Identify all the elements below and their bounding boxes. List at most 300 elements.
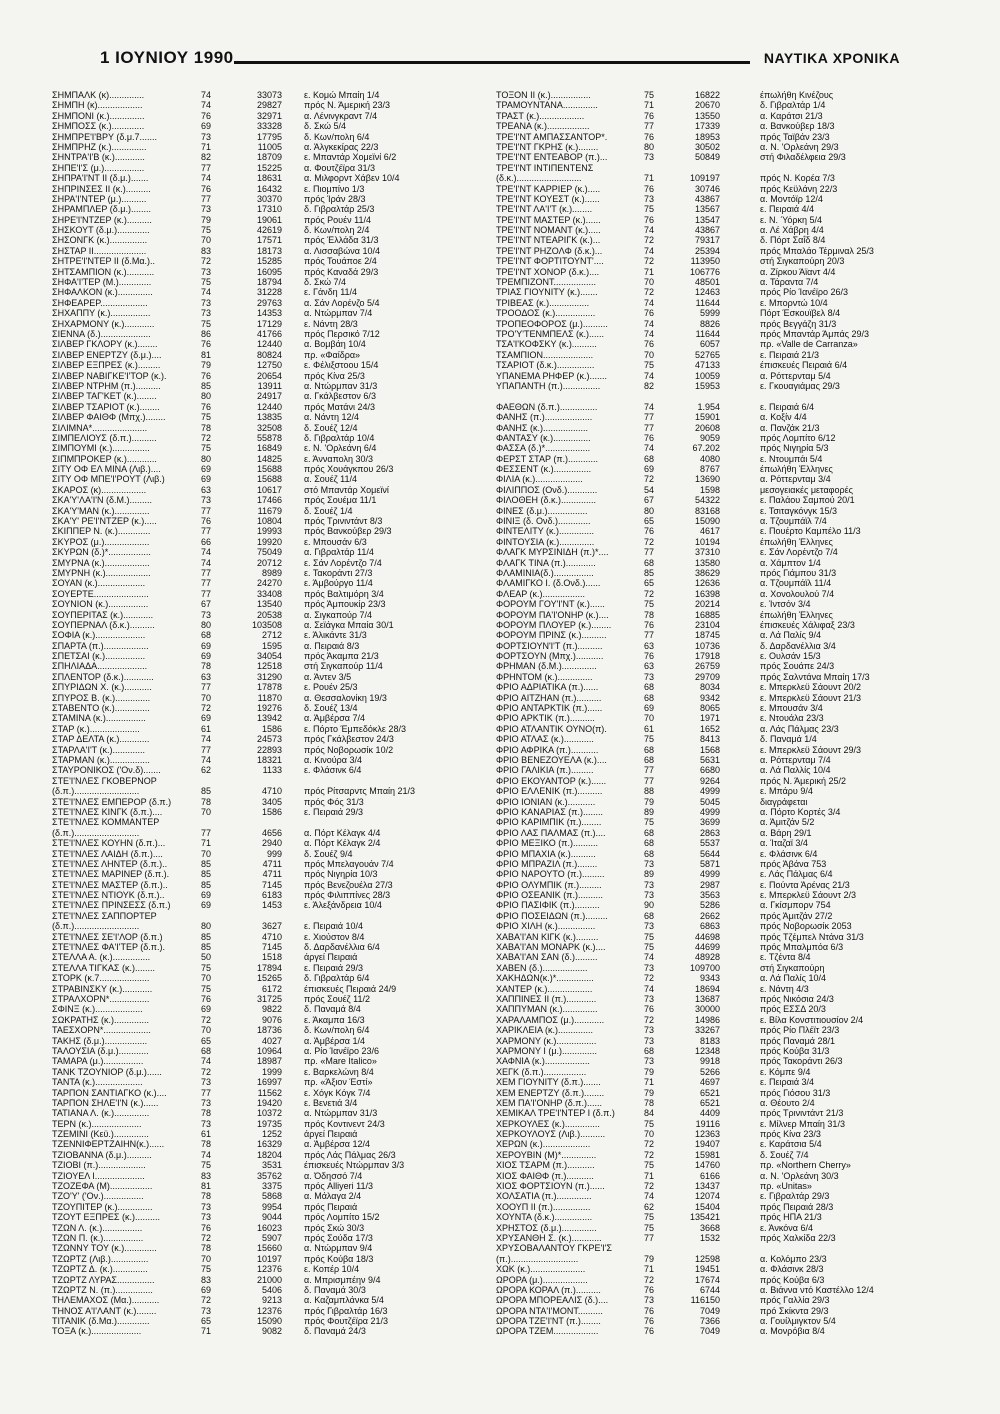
ship-status: ε. Μπορντώ 10/4: [760, 297, 828, 308]
build-year: 77: [201, 526, 212, 537]
build-year: 75: [644, 1212, 655, 1223]
ship-entry: [496, 661, 906, 671]
ship-entry: [496, 1067, 906, 1077]
ship-entry: [496, 973, 906, 983]
build-year: 75: [644, 90, 655, 100]
tonnage: 14986: [694, 1014, 720, 1025]
build-year: 63: [644, 661, 655, 672]
tonnage: 29763: [256, 297, 282, 308]
build-year: 84: [644, 1108, 655, 1119]
ship-entry: [496, 797, 906, 807]
ship-name: ΦΡΙΟ ΑΔΡΙΑΤΙΚΑ (π.)......: [496, 682, 599, 693]
ship-status: δ. Κων/πολη 2/4: [304, 225, 370, 236]
ship-name: ΤΖΟΖΕΦΑ (Μ).................: [52, 1181, 153, 1192]
ship-name: ΦΡΙΟ ΕΚΟΥΑΝΤΟΡ (κ.)......: [496, 775, 607, 786]
build-year: 75: [644, 817, 655, 828]
ship-name: ΤΖΩΝ Λ. (κ.)................: [52, 1222, 143, 1233]
ship-status: πρός Άβάνα 753: [760, 858, 827, 869]
ship-status: έπισκευές Πειραιά 24/9: [304, 983, 397, 994]
build-year: 68: [644, 848, 655, 859]
tonnage: 15265: [256, 973, 282, 984]
ship-entry: [496, 1326, 906, 1336]
ship-entry: [496, 1077, 906, 1087]
build-year: 76: [201, 993, 212, 1004]
ship-name: ΧΩΚ (κ.)......................: [496, 1264, 586, 1275]
ship-status: πρός Γκάλβεστον 24/3: [304, 734, 394, 745]
ship-name: ΦΕΡΣΤ ΣΤΑΡ (π.)............: [496, 453, 599, 464]
tonnage: 9082: [261, 1326, 282, 1337]
ship-status: πρός Γιβραλτάρ 16/3: [304, 1305, 388, 1316]
build-year: 69: [644, 703, 655, 714]
tonnage: 10736: [694, 640, 720, 651]
tonnage: 999: [266, 848, 282, 859]
ship-status: α. Ν. 'Ορλεάνη 30/3: [760, 1170, 839, 1181]
ship-entry: [52, 287, 462, 297]
ship-entry: [496, 838, 906, 848]
section-gap: [496, 391, 906, 401]
ship-status: α. Ρόττερνταμ 7/4: [760, 755, 831, 765]
build-year: 73: [201, 609, 212, 620]
ship-entry: [496, 890, 906, 900]
ship-entry: [496, 1160, 906, 1170]
tonnage: 16023: [256, 1222, 282, 1233]
ship-entry: [52, 786, 462, 796]
ship-entry: [496, 1316, 906, 1326]
tonnage: 44699: [694, 942, 720, 953]
ship-name: ΧΑΠΠΙΝΕΣ ΙΙ (π.)............: [496, 993, 597, 1004]
ship-entry: [52, 1306, 462, 1316]
tonnage: 31228: [256, 287, 282, 298]
tonnage: 4656: [261, 827, 282, 838]
ship-entry: [496, 537, 906, 547]
ship-name: ΦΡΙΟ ΜΕΞΙΚΟ (π.)..........: [496, 838, 598, 849]
tonnage: 11005: [257, 141, 282, 152]
tonnage: 8034: [699, 682, 720, 693]
tonnage: 20608: [694, 422, 720, 433]
ship-name: ΤΡΕ'Ι'ΝΤ ΡΗΖΟΛΦ (δ.κ.)...: [496, 245, 603, 256]
build-year: 76: [201, 370, 212, 381]
ship-name: ΣΗΠΡΙΝΣΕΣ ΙΙ (κ.)..........: [52, 183, 151, 194]
ship-status: α. Λά Παλίς 9/4: [760, 630, 821, 641]
build-year: 62: [644, 1201, 655, 1212]
ship-name: ΣΚΥΡΩΝ (δ.)*.................: [52, 547, 151, 558]
tonnage: 15953: [694, 380, 720, 391]
ship-name: ΧΑΡΙΚΛΕΙΑ (κ.)..............: [496, 1025, 594, 1036]
build-year: 77: [644, 775, 655, 786]
ship-name: ΦΡΙΟ ΑΤΛΑΝΤΙΚ ΟΥΝΟ(π).: [496, 723, 607, 734]
tonnage: 33408: [256, 588, 282, 599]
ship-name: ΣΙΛΒΕΡ ΤΣΑΡΙΟΤ (κ.)........: [52, 401, 160, 412]
build-year: 71: [644, 1264, 655, 1275]
tonnage: 9343: [699, 973, 720, 984]
build-year: 73: [644, 1025, 655, 1036]
ship-status: πρός Μπαλάο Τέρμιναλ 25/3: [760, 245, 874, 256]
build-year: 72: [644, 1181, 655, 1192]
ship-status: πρός Ν. Κορέα 7/3: [760, 173, 835, 184]
ship-status: α. Γκάλβεστον 6/3: [304, 391, 376, 402]
build-year: 76: [644, 1326, 655, 1337]
ship-status: πρός ΗΠΑ 21/3: [760, 1212, 822, 1223]
ship-name: ΣΙΤΥ ΟΦ ΕΛ ΜΙΝΑ (Λιβ.)....: [52, 464, 161, 475]
ship-status: πρός Χουάγκπου 26/3: [304, 464, 394, 475]
build-year: 85: [201, 879, 212, 890]
ship-entry: [496, 994, 906, 1004]
ship-status: πρός Τουάποε 2/4: [304, 256, 377, 267]
tonnage: 41766: [256, 328, 282, 339]
tonnage: 9954: [261, 1201, 282, 1212]
tonnage: 10197: [256, 1253, 282, 1264]
ship-entry: [496, 1015, 906, 1025]
ship-status: πρός Ίράν 28/3: [304, 193, 366, 204]
ship-name: ΤΕΡΝ (κ.)....................: [52, 1118, 142, 1129]
ship-status: πρός Καναδά 29/3: [304, 266, 379, 277]
ship-name: ΣΤΑΜΙΝΑ (κ.)................: [52, 713, 146, 724]
ship-name: ΤΖΩΝ Π. (κ.)................: [52, 1232, 144, 1243]
ship-entry: [496, 880, 906, 890]
build-year: 75: [201, 983, 212, 994]
ship-entry: [496, 641, 906, 651]
ship-name: ΤΡΕ'Ι'ΝΤ ΝΟΜΑΝΤ (κ.).....: [496, 225, 601, 236]
ship-status: α. Κινούρα 3/4: [304, 755, 362, 765]
build-year: 73: [644, 1035, 655, 1046]
build-year: 73: [201, 1305, 212, 1316]
tonnage: 113950: [690, 256, 720, 267]
ship-name: ΣΤΑΡΜΑΝ (κ.)................: [52, 755, 150, 765]
ship-status: πρός Κίνα 23/3: [760, 1129, 821, 1140]
tonnage: 10372: [256, 1108, 282, 1119]
tonnage: 4617: [699, 526, 720, 537]
ship-status: πρός Ρουέν 11/4: [304, 214, 371, 225]
ship-status: ε. Τσιταγκόνγκ 15/3: [760, 505, 837, 516]
ship-entry: [496, 1098, 906, 1108]
build-year: 76: [201, 516, 212, 527]
tonnage: 14760: [694, 1160, 720, 1171]
ship-entry: [52, 215, 462, 225]
build-year: 68: [644, 827, 655, 838]
ship-entry: [496, 900, 906, 910]
ship-name: ΤΡΑΣΤ (κ.)..................: [496, 110, 585, 121]
ship-name: ΣΚΑ'Υ'ΛΑ'Ι'Ν (δ.Μ.).........: [52, 495, 152, 506]
tonnage: 54322: [694, 495, 720, 506]
build-year: 69: [201, 713, 212, 724]
ship-status: πρός Φιλιππίνες 28/3: [304, 890, 391, 901]
ship-entry: [496, 1254, 906, 1264]
ship-entry: [52, 339, 462, 349]
build-year: 70: [201, 1025, 212, 1036]
ship-status: α. Ντώρμπαν 7/4: [304, 308, 373, 319]
ship-entry: [52, 1326, 462, 1336]
tonnage: 32971: [256, 110, 282, 121]
ship-status: ε. Σάν Λορέντζο 7/4: [304, 557, 382, 568]
ship-status: ε. Ντουάλα 23/3: [760, 713, 824, 724]
ship-entry: [52, 952, 462, 962]
ship-name: ΣΙΜΠΕΛΙΟΥΣ (δ.π.)..........: [52, 432, 157, 443]
tonnage: 2863: [699, 827, 720, 838]
ship-name: ΦΡΙΟ ΑΙΤΖΗΑΝ (π.)..........: [496, 692, 602, 703]
build-year: 74: [201, 1056, 212, 1067]
ship-name: ΧΑΡΑΛΑΜΠΟΣ (μ.)............: [496, 1014, 605, 1025]
ship-name: ΣΠΑΡΤΑ (π.)..................: [52, 640, 149, 651]
tonnage: 67.202: [692, 443, 720, 454]
tonnage: 9264: [699, 775, 720, 786]
ship-name: ΤΑΡΠΟΝ ΣΑΝΤΙΑΓΚΟ (κ.)....: [52, 1087, 167, 1098]
ship-status: ε. Λάς Πάλμας 6/4: [760, 869, 833, 880]
ship-status: έπωλήθη Έλληνες: [760, 609, 833, 620]
build-year: 75: [644, 931, 655, 942]
ship-name: ΣΤΑΥΡΟΝΙΚΟΣ ('Ον.δ).......: [52, 765, 161, 776]
ship-status: ε. Τακοράντι 27/3: [304, 567, 373, 578]
ship-status: πρός Φός 31/3: [304, 796, 364, 807]
ship-entry: [52, 1129, 462, 1139]
ship-status: ε. Παλάου Σαμπού 20/1: [760, 495, 855, 506]
ship-entry: [496, 1306, 906, 1316]
build-year: 76: [644, 651, 655, 662]
ship-status: έπισκευές Χάλιφαξ 23/3: [760, 619, 855, 630]
ship-status: πρό Σκίκντα 29/3: [760, 1305, 829, 1316]
build-year: 72: [201, 703, 212, 714]
tonnage: 2940: [261, 838, 282, 849]
ship-entry: [52, 817, 462, 827]
ship-entry: [52, 724, 462, 734]
ship-name: ΦΡΙΟ ΠΟΣΕΙΔΩΝ (π.).........: [496, 910, 608, 921]
tonnage: 3699: [699, 817, 720, 828]
ship-entry: [52, 1056, 462, 1066]
build-year: 73: [201, 1077, 212, 1088]
build-year: 72: [201, 256, 212, 267]
ship-status: α. Άμβέρσα 1/4: [304, 1035, 365, 1046]
ship-entry: [52, 661, 462, 671]
build-year: 76: [644, 1004, 655, 1015]
build-year: 71: [201, 1326, 212, 1337]
ship-name: ΦΑΝΗΣ (π.)...................: [496, 412, 593, 423]
tonnage: 5644: [699, 848, 720, 859]
build-year: 82: [201, 152, 212, 163]
ship-name: ΤΡΟ'Υ'ΤΕΝΜΠΕΛΣ (κ.)......: [496, 328, 605, 339]
tonnage: 29827: [256, 100, 282, 111]
tonnage: 15981: [694, 1149, 720, 1160]
ship-name: ΦΟΡΟΥΜ ΠΡΙΝΣ (κ.)..........: [496, 630, 607, 641]
build-year: 61: [201, 1129, 212, 1140]
build-year: 76: [644, 1305, 655, 1316]
build-year: 70: [644, 713, 655, 724]
ship-entry: [496, 547, 906, 557]
build-year: 76: [644, 1316, 655, 1327]
ship-name: ΧΙΟΣ ΦΑΙΘΦ (π.)...........: [496, 1170, 594, 1181]
build-year: 72: [201, 1295, 212, 1306]
ship-name: ΣΙΛΒΕΡ ΝΤΡΗΜ (π.)..........: [52, 380, 161, 391]
build-year: 78: [201, 1191, 212, 1202]
ship-entry: [52, 1171, 462, 1181]
ship-name: ΦΕΣΣΕΝΤ (κ.)...............: [496, 464, 592, 475]
ship-name: ΤΖΙΟΥΕΛ Ι....................: [52, 1170, 145, 1181]
ship-name: ΩΡΟΡΑ ΚΟΡΑΛ (π.)..........: [496, 1284, 601, 1295]
build-year: 69: [201, 1004, 212, 1015]
build-year: 89: [644, 806, 655, 817]
ship-name: ΣΙΜΠΟΥΜΙ (κ.)...............: [52, 443, 150, 454]
build-year: 76: [644, 339, 655, 350]
ship-name: ΣΤΕ'Ι'ΝΛΕΣ ΜΑΣΤΕΡ (δ.π.)..: [52, 879, 168, 890]
ship-status: ε. Πειραιά 3/4: [760, 1077, 815, 1088]
build-year: 88: [644, 786, 655, 797]
build-year: 72: [644, 973, 655, 984]
ship-entry: [496, 1046, 906, 1056]
tonnage: 12750: [256, 360, 282, 371]
tonnage: 6680: [699, 765, 720, 776]
ship-name: ΦΙΝΤΟΥΣΙΑ (κ.)..............: [496, 536, 595, 547]
ship-name: ΧΕΜΙΚΑΛ ΤΡΕ'Ι'ΝΤΕΡ Ι (δ.π.): [496, 1108, 615, 1119]
ship-name: ΣΩΚΡΑΤΗΣ (κ.)..............: [52, 1014, 150, 1025]
ship-entry: [52, 537, 462, 547]
ship-status: α. Θέουτο 2/4: [760, 1097, 815, 1108]
ship-name: ΧΕΡΚΟΥΛΟΥΣ (Λιβ.)..........: [496, 1129, 606, 1140]
tonnage: 48501: [694, 277, 720, 288]
ship-name: ΣΗΜΠΗ (κ)..................: [52, 100, 143, 111]
ship-status: ε. Άλεξάνδρεια 10/4: [304, 900, 382, 911]
ship-entry: [496, 194, 906, 204]
ship-entry: [496, 828, 906, 838]
ship-entry: [496, 952, 906, 962]
ship-entry: [52, 1275, 462, 1285]
tonnage: 30000: [694, 1004, 720, 1015]
ship-entry: [52, 100, 462, 110]
build-year: 76: [644, 110, 655, 121]
ship-status: πρός Ρίτσαρντς Μπαίη 21/3: [304, 786, 416, 797]
tonnage: 11562: [257, 1087, 282, 1098]
ship-status: α. Ίταζαϊ 3/4: [760, 838, 808, 849]
ship-entry: [496, 256, 906, 266]
ship-name: ΤΖΙΟΒΑΝΝΑ (δ.μ.)..........: [52, 1149, 152, 1160]
ship-name: ΦΛΕΑΡ (κ.).................: [496, 588, 586, 599]
ship-name: ΧΕΓΚ (δ.π.).................: [496, 1066, 587, 1077]
ship-status: πρός Τζέμπελ Ντάνα 31/3: [760, 931, 864, 942]
ship-status: α. Ν. 'Ορλεάνη 29/3: [760, 141, 839, 152]
ship-status: α. Καζαμπλάνκα 5/4: [304, 1295, 384, 1306]
build-year: 85: [201, 942, 212, 953]
ship-entry: [496, 672, 906, 682]
ship-name: ΧΑΡΜΟΝΥ (κ.)................: [496, 1035, 597, 1046]
ship-entry: [52, 1108, 462, 1118]
build-year: 75: [644, 204, 655, 215]
ship-status: πρός Βανκούβερ 29/3: [304, 526, 392, 537]
ship-status: πρός Μπελαγουάν 7/4: [304, 858, 394, 869]
ship-entry: [52, 267, 462, 277]
ship-name: ΣΚΑ'Υ' ΡΕ'Ι'ΝΤΖΕΡ (κ.).....: [52, 516, 157, 527]
ship-entry: [52, 869, 462, 879]
ship-status: πρός Περσικό 7/12: [304, 328, 380, 339]
ship-entry: [496, 765, 906, 775]
tonnage: 11644: [695, 328, 720, 339]
build-year: 70: [201, 692, 212, 703]
build-year: 80: [644, 141, 655, 152]
tonnage: 10964: [256, 1045, 282, 1056]
ship-entry: [52, 1285, 462, 1295]
ship-entry: [52, 1119, 462, 1129]
ship-name: ΤΡΕΜΠΙΖΟΝΤ.................: [496, 277, 597, 288]
ship-name: ΣΤΑΡ (κ.)....................: [52, 723, 140, 734]
ship-name: ΤΑΡΠΟΝ ΣΗΛΕ'Ι'Ν (κ.)......: [52, 1097, 159, 1108]
ship-name: ΣΗΜΠΟΣΣ (κ.).............: [52, 121, 145, 132]
tonnage: 11870: [257, 692, 282, 703]
ship-entry: [52, 651, 462, 661]
ship-status: ε. Σάν Λορέντζο 7/4: [760, 547, 838, 558]
ship-status: πρός Σούδα 17/3: [304, 1232, 373, 1243]
ship-status: α. Ρόττερνταμ 5/4: [760, 370, 831, 381]
ship-name: ΤΡΙΒΕΑΣ (κ.)................: [496, 297, 590, 308]
ship-entry: [52, 1098, 462, 1108]
ship-status: πρός Γαλλία 29/3: [760, 1295, 830, 1306]
ship-entry: [496, 1036, 906, 1046]
ship-entry: [52, 807, 462, 817]
ship-entry: [496, 911, 906, 921]
build-year: 69: [201, 640, 212, 651]
ship-status: α. Άλγκεκίρας 22/3: [304, 141, 379, 152]
ship-status: ε. Φέλιξστοου 15/4: [304, 360, 379, 371]
ship-status: ε. Πειραιά 21/3: [760, 349, 820, 360]
build-year: 63: [201, 671, 212, 682]
ship-status: α. Ζίρκου Άϊαντ 4/4: [760, 266, 836, 277]
build-year: 80: [201, 921, 212, 932]
ship-status: α. Όδησσό 7/4: [304, 1170, 363, 1181]
ship-name: ΣΜΥΡΝΗ (κ.)..................: [52, 567, 151, 578]
tonnage: 17894: [256, 962, 282, 973]
ship-name: (δ.κ.)..........................: [496, 173, 582, 184]
tonnage: 20654: [256, 370, 282, 381]
ship-status: α. Άμβέρσα 7/4: [304, 713, 365, 724]
tonnage: 1586: [261, 723, 282, 734]
build-year: 62: [201, 765, 212, 776]
ship-status: πρός Βενεζουέλα 27/3: [304, 879, 393, 890]
ship-entry: [496, 1233, 906, 1243]
tonnage: 5286: [699, 900, 720, 911]
ship-status: πρ. «Άξιον Έστί»: [304, 1077, 373, 1088]
ship-name: ΣΤΑΒΕΝΤΟ (κ.)..............: [52, 703, 150, 714]
ship-name: ΦΑΕΘΩΝ (δ.π.)...............: [496, 401, 598, 412]
ship-status: ε. Ίντσόν 3/4: [760, 599, 811, 610]
ship-entry: [496, 267, 906, 277]
tonnage: 9076: [261, 1014, 282, 1025]
ship-entry: [52, 235, 462, 245]
ship-name: ΣΗΜΠΑΛΚ (κ)..............: [52, 90, 145, 100]
ship-status: πρός ΕΣΣΔ 20/3: [760, 1004, 826, 1015]
ship-status: ε. Μίλνερ Μπαίη 31/3: [760, 1118, 845, 1129]
build-year: 73: [201, 266, 212, 277]
tonnage: 3405: [261, 796, 282, 807]
ship-status: πρός Λομπίτο 6/12: [760, 432, 836, 443]
ship-name: ΣΠΗΛΙΑΔΑ....................: [52, 661, 148, 672]
ship-status: μεσογειακές μεταφορές: [760, 484, 853, 495]
tonnage: 5871: [699, 858, 720, 869]
ship-status: α. Ντώρμπαν 31/3: [304, 1108, 378, 1119]
ship-name: ΩΡΟΡΑ ΤΖΕΜ..................: [496, 1326, 599, 1337]
tonnage: 80824: [256, 349, 282, 360]
tonnage: 12518: [256, 661, 282, 672]
tonnage: 10617: [256, 484, 282, 495]
ship-name: ΤΡΕ'Ι'ΝΤ ΝΤΕΑΡΙΓΚ (κ.)...: [496, 235, 601, 246]
build-year: 74: [201, 755, 212, 765]
ship-status: α. Πόρτ Κέλαγκ 4/4: [304, 827, 381, 838]
build-year: 76: [644, 619, 655, 630]
tonnage: 2712: [261, 630, 282, 641]
ship-status: έπωλήθη Κινέζους: [760, 90, 834, 100]
ship-entry: [52, 1264, 462, 1274]
ship-status: α. Σεϊάγκα Μπαία 30/1: [304, 619, 394, 630]
tonnage: 33328: [256, 121, 282, 132]
ship-status: α. Βομβάη 10/4: [304, 339, 366, 350]
ship-status: πρός Κούβα 18/3: [304, 1253, 374, 1264]
ship-name: ΦΛΑΓΚ ΜΥΡΣΙΝΙΔΗ (π.)*....: [496, 547, 609, 558]
build-year: 67: [644, 495, 655, 506]
tonnage: 18736: [256, 1025, 282, 1036]
